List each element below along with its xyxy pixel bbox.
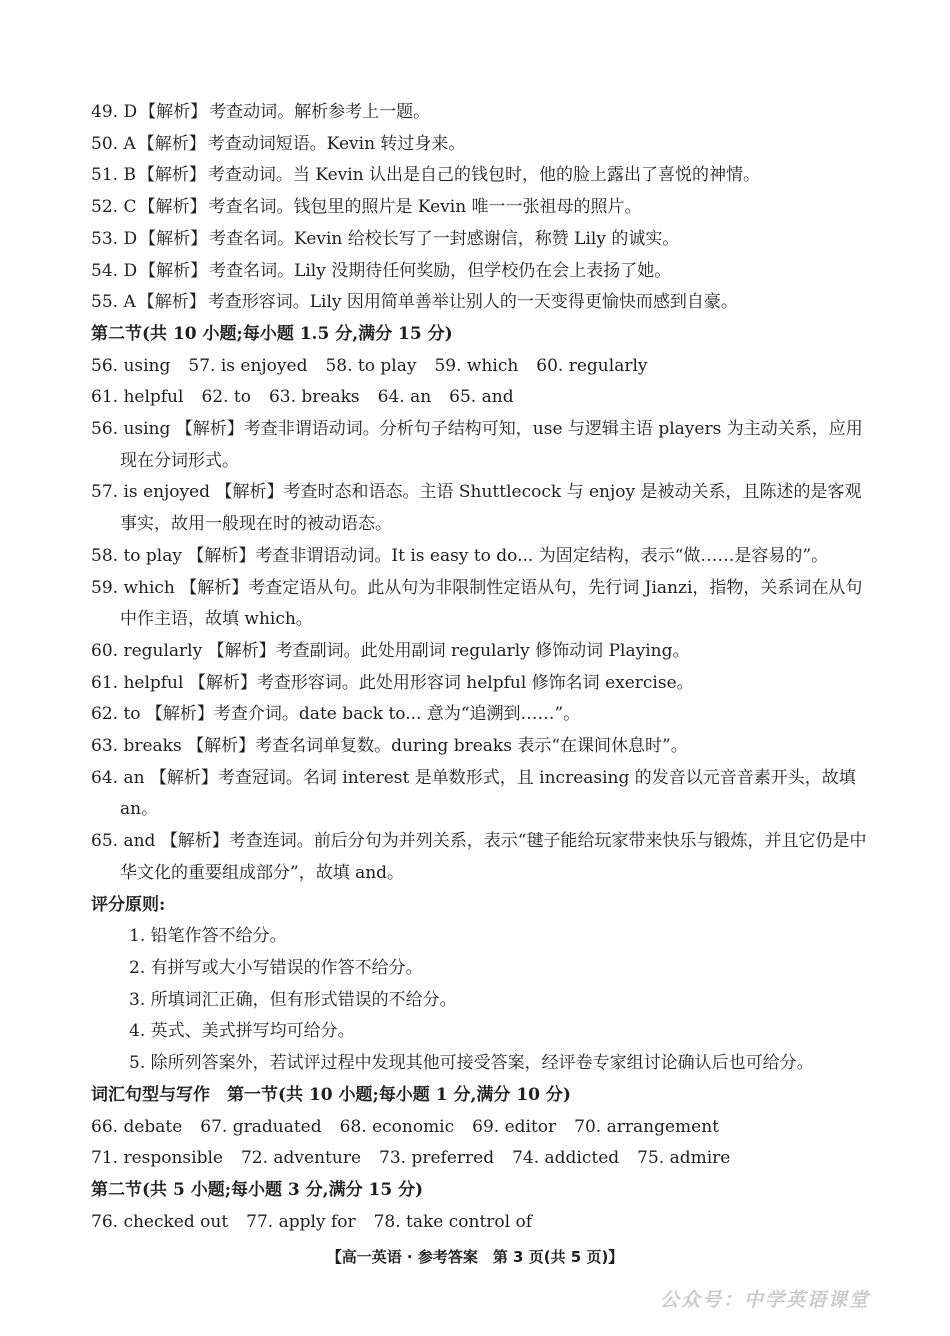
answer-row <box>91 382 871 414</box>
answer-cell: 77. apply for <box>246 1211 356 1232</box>
answer-cell: 69. editor <box>472 1116 557 1137</box>
answer-cell: 74. addicted <box>512 1148 620 1169</box>
scoring-rule: 4. 英式、美式拼写均可给分。 <box>129 1021 355 1042</box>
explanation-item: 57. is enjoyed 【解析】考查时态和语态。主语 Shuttlecock 与 enjoy 是被动关系，且陈述的是客观事实，故用一般现在时的被动语态。 <box>91 482 862 535</box>
answer-row <box>91 1143 871 1175</box>
answer-item: 53. D 【解析】 考查名词。Kevin 给校长写了一封感谢信，称赞 Lily 的诚实。 <box>91 228 680 249</box>
answer-cell: 71. responsible <box>91 1148 223 1169</box>
answer-cell: 57. is enjoyed <box>188 355 308 376</box>
answer-cell: 66. debate <box>91 1116 183 1137</box>
answer-cell: 78. take control of <box>373 1211 533 1232</box>
answer-cell: 75. admire <box>637 1148 731 1169</box>
answer-cell: 72. adventure <box>240 1148 362 1169</box>
explanation-item: 59. which 【解析】考查定语从句。此从句为非限制性定语从句，先行词 Jianzi，指物，关系词在从句中作主语，故填 which。 <box>91 577 863 630</box>
answer-cell: 76. checked out <box>91 1211 229 1232</box>
vocab-heading: 词汇句型与写作 第一节(共 10 小题;每小题 1 分,满分 10 分) <box>91 1084 571 1105</box>
answer-cell: 58. to play <box>325 355 417 376</box>
explanation-item: 62. to 【解析】考查介词。date back to... 意为“追溯到……”。 <box>91 704 581 725</box>
answer-cell: 68. economic <box>339 1116 455 1137</box>
answer-cell: 61. helpful <box>91 387 184 408</box>
answer-page <box>91 97 871 1238</box>
answer-item: 50. A 【解析】 考查动词短语。Kevin 转过身来。 <box>91 133 466 154</box>
answer-cell: 65. and <box>449 387 514 408</box>
answer-cell: 62. to <box>201 387 251 408</box>
answer-row <box>91 351 871 383</box>
answer-row <box>91 1207 871 1239</box>
answer-cell: 59. which <box>434 355 519 376</box>
explanation-item: 64. an 【解析】考查冠词。名词 interest 是单数形式，且 increasing 的发音以元音音素开头，故填 an。 <box>91 767 856 820</box>
answer-item: 51. B 【解析】 考查动词。当 Kevin 认出是自己的钱包时，他的脸上露出了喜悦的神情。 <box>91 165 761 186</box>
explanation-item: 65. and 【解析】考查连词。前后分句为并列关系，表示“毽子能给玩家带来快乐与锻炼，并且它仍是中华文化的重要组成部分”，故填 and。 <box>91 831 867 883</box>
explanation-item: 63. breaks 【解析】考查名词单复数。during breaks 表示“在课间休息时”。 <box>91 736 688 757</box>
scoring-heading: 评分原则: <box>91 894 166 915</box>
answer-item: 55. A 【解析】 考查形容词。Lily 因用简单善举让别人的一天变得更愉快而感到自豪。 <box>91 292 738 313</box>
answer-item: 52. C 【解析】 考查名词。钱包里的照片是 Kevin 唯一一张祖母的照片。 <box>91 197 642 218</box>
answer-cell: 56. using <box>91 355 171 376</box>
answer-item: 49. D 【解析】 考查动词。解析参考上一题。 <box>91 102 431 122</box>
explanation-item: 61. helpful 【解析】考查形容词。此处用形容词 helpful 修饰名词 exercise。 <box>91 672 694 693</box>
answer-cell: 63. breaks <box>268 387 360 408</box>
watermark: 公众号：中学英语课堂 <box>659 1289 870 1311</box>
page-footer: 【高一英语 · 参考答案 第 3 页(共 5 页)】 <box>326 1248 624 1266</box>
scoring-rule: 1. 铅笔作答不给分。 <box>129 926 287 947</box>
answer-cell: 73. preferred <box>379 1148 495 1169</box>
answer-cell: 60. regularly <box>536 355 648 376</box>
section-heading: 第二节(共 5 小题;每小题 3 分,满分 15 分) <box>91 1179 424 1200</box>
answer-item: 54. D 【解析】 考查名词。Lily 没期待任何奖励，但学校仍在会上表扬了她。 <box>91 260 672 281</box>
section-heading: 第二节(共 10 小题;每小题 1.5 分,满分 15 分) <box>91 323 453 344</box>
answer-cell: 67. graduated <box>200 1116 322 1137</box>
answer-row <box>91 1112 871 1144</box>
answer-cell: 70. arrangement <box>574 1116 719 1137</box>
answer-cell: 64. an <box>377 387 432 408</box>
explanation-item: 56. using 【解析】考查非谓语动词。分析句子结构可知，use 与逻辑主语 players 为主动关系，应用现在分词形式。 <box>91 419 863 471</box>
scoring-rule: 3. 所填词汇正确，但有形式错误的不给分。 <box>129 989 457 1010</box>
scoring-rule: 2. 有拼写或大小写错误的作答不给分。 <box>129 957 423 978</box>
explanation-item: 58. to play 【解析】考查非谓语动词。It is easy to do... 为固定结构，表示“做……是容易的”。 <box>91 545 829 566</box>
scoring-rule: 5. 除所列答案外，若试评过程中发现其他可接受答案，经评卷专家组讨论确认后也可给分。 <box>129 1053 814 1074</box>
explanation-item: 60. regularly 【解析】考查副词。此处用副词 regularly 修饰动词 Playing。 <box>91 640 690 661</box>
